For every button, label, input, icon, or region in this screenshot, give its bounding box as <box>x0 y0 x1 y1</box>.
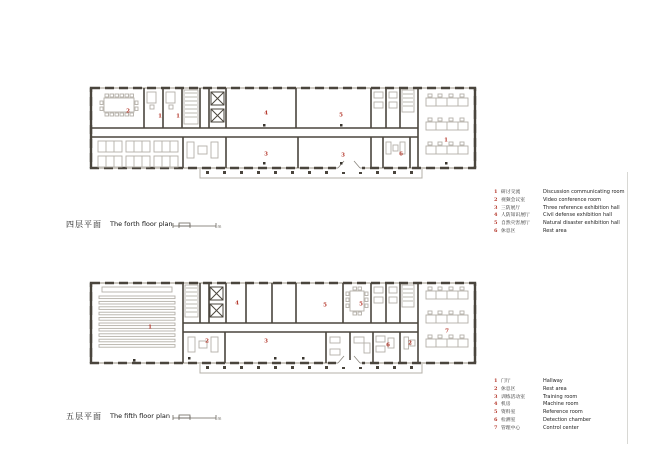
room-number-label: 2 <box>205 338 209 345</box>
legend-label-en: Hallway <box>543 378 563 384</box>
legend-number: 5 <box>494 220 498 227</box>
room-number-label: 6 <box>399 151 403 158</box>
legend-label-en: Detection chamber <box>543 416 592 423</box>
fourth-floor-title-en: The forth floor plan <box>110 220 173 228</box>
legend-number: 5 <box>494 409 498 416</box>
legend-row <box>494 205 634 213</box>
legend-row <box>494 394 634 402</box>
fifth-floor-plan <box>88 279 478 379</box>
room-number-label: 4 <box>264 110 268 117</box>
room-number-label: 1 <box>444 137 448 144</box>
fifth-floor-legend <box>494 378 634 433</box>
legend-label-en: Rest area <box>543 227 567 234</box>
legend-label-zh: 三防展厅 <box>501 205 521 211</box>
room-number-label: 3 <box>341 152 345 159</box>
legend-row <box>494 228 634 236</box>
legend-label-en: Training room <box>543 393 578 400</box>
room-number-label: 5 <box>359 301 363 308</box>
legend-label-en: Video conference room <box>543 196 601 203</box>
fourth-floor-title-zh: 四层平面 <box>66 220 102 229</box>
legend-label-en: Machine room <box>543 401 579 408</box>
legend-label-zh: 机房 <box>501 402 511 408</box>
legend-number: 4 <box>494 401 498 408</box>
legend-row <box>494 417 634 425</box>
fifth-floor-title-zh: 五层平面 <box>66 412 102 421</box>
legend-label-en: Civil defense exhibition hall <box>543 212 612 219</box>
legend-row <box>494 212 634 220</box>
room-number-label: 7 <box>445 328 449 335</box>
legend-number: 2 <box>494 385 498 392</box>
legend-number: 7 <box>494 424 498 431</box>
legend-label-zh: 研讨交流 <box>501 190 521 195</box>
legend-label-zh: 人防知识展厅 <box>501 213 530 219</box>
legend-row <box>494 409 634 417</box>
legend-number: 3 <box>494 393 498 400</box>
legend-row <box>494 401 634 409</box>
legend-row <box>494 378 634 386</box>
fifth-floor-plan-drawing <box>88 279 478 379</box>
room-number-label: 6 <box>386 342 390 349</box>
legend-number: 1 <box>494 378 498 384</box>
fifth-floor-scale-bar <box>172 411 222 423</box>
fifth-floor-title-en: The fifth floor plan <box>110 412 170 420</box>
svg-text:m: m <box>217 416 222 421</box>
legend-label-zh: 视频会议室 <box>501 197 525 203</box>
fourth-floor-legend <box>494 189 634 236</box>
legend-number: 1 <box>494 189 498 195</box>
room-number-label: 3 <box>264 151 268 158</box>
legend-number: 6 <box>494 227 498 234</box>
legend-row <box>494 197 634 205</box>
sheet-divider-line <box>627 172 628 444</box>
legend-label-en: Discussion communicating room <box>543 189 625 195</box>
room-number-label: 2 <box>408 340 412 347</box>
legend-row <box>494 425 634 433</box>
room-number-label: 3 <box>264 338 268 345</box>
legend-label-zh: 休息区 <box>501 386 516 392</box>
legend-row <box>494 386 634 394</box>
room-number-label: 5 <box>323 302 327 309</box>
legend-label-zh: 训练活动室 <box>501 394 525 400</box>
fourth-floor-plan-drawing <box>88 84 478 184</box>
legend-label-zh: 休息区 <box>501 228 516 234</box>
legend-label-en: Reference room <box>543 409 583 416</box>
room-number-label: 5 <box>339 112 343 119</box>
legend-number: 3 <box>494 204 498 211</box>
legend-label-zh: 资料室 <box>501 410 516 416</box>
svg-text:m: m <box>217 224 222 229</box>
room-number-label: 1 <box>158 113 162 120</box>
legend-label-en: Natural disaster exhibition hall <box>543 220 620 227</box>
legend-row <box>494 220 634 228</box>
legend-label-en: Three reference exhibition hall <box>543 204 620 211</box>
room-number-label: 1 <box>176 113 180 120</box>
legend-number: 4 <box>494 212 498 219</box>
legend-label-zh: 自然灾害展厅 <box>501 221 530 227</box>
legend-label-zh: 检测室 <box>501 417 516 423</box>
legend-label-en: Control center <box>543 424 579 431</box>
room-number-label: 2 <box>126 108 130 115</box>
legend-number: 6 <box>494 416 498 423</box>
fourth-floor-plan <box>88 84 478 184</box>
legend-row <box>494 189 634 197</box>
legend-label-zh: 门厅 <box>501 379 511 384</box>
room-number-label: 4 <box>235 300 239 307</box>
fourth-floor-scale-bar <box>172 219 222 231</box>
legend-label-zh: 管理中心 <box>501 425 521 431</box>
room-number-label: 1 <box>148 324 152 331</box>
legend-label-en: Rest area <box>543 385 567 392</box>
legend-number: 2 <box>494 196 498 203</box>
